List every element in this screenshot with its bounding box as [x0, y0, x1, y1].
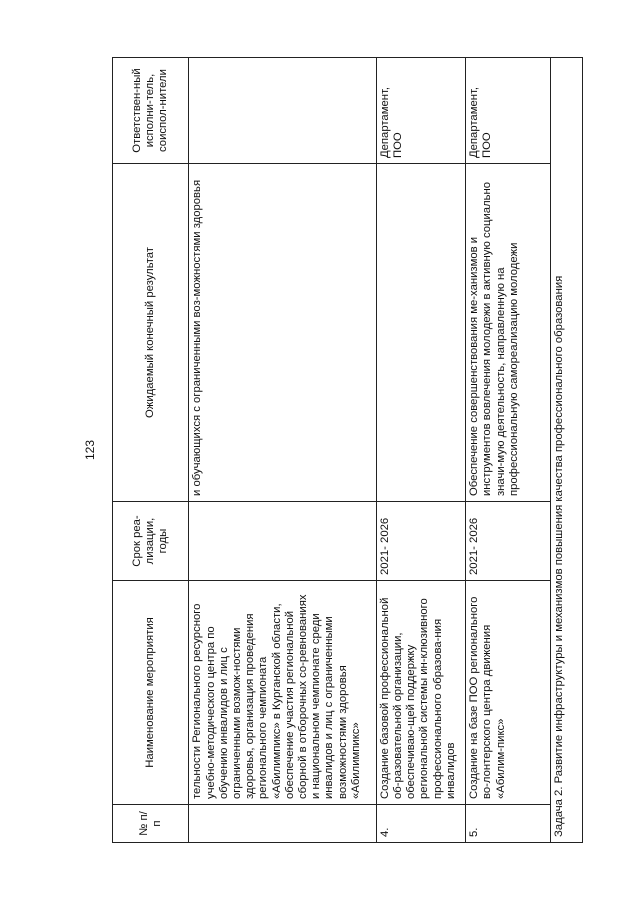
- task-heading: Задача 2. Развитие инфраструктуры и механизмов повышения качества профессионального образования: [551, 58, 583, 843]
- cell-num: 5.: [466, 805, 551, 843]
- cell-name: Создание на базе ПОО регионального во-лонтерского центра движения «Абилим-пикс»: [466, 581, 551, 805]
- header-result: Ожидаемый конечный результат: [113, 164, 189, 502]
- cell-responsible: [189, 58, 376, 164]
- task-row: [551, 58, 583, 843]
- cell-term: [189, 502, 376, 581]
- header-name: Наименование мероприятия: [113, 581, 189, 805]
- table-row: [189, 58, 376, 843]
- cell-result: [376, 164, 465, 502]
- rotated-table-frame: [112, 58, 583, 843]
- header-term: Срок реа-лизации, годы: [113, 502, 189, 581]
- header-responsible: Ответствен-ный исполни-тель, соиспол-нители: [113, 58, 189, 164]
- activities-table: [112, 57, 583, 843]
- header-num: № п/п: [113, 805, 189, 843]
- cell-num: [189, 805, 376, 843]
- page-number: 123: [83, 439, 97, 460]
- table-row: [376, 58, 465, 843]
- table-row: [466, 58, 551, 843]
- table-header-row: [113, 58, 189, 843]
- rotated-table-container: [112, 58, 583, 843]
- cell-responsible: Департамент, ПОО: [466, 58, 551, 164]
- cell-name: тельности Регионального ресурсного учебно-методического центра по обучению инвалидов и лиц с ограниченными возмож-ностями здоровья, организация проведения регионального чемпионата «Абилимпикс» в Курганской области, обеспечение участия региональной сборной в отборочных со-ревнованиях и национальном чемпионате среди инвалидов и лиц с ограниченными возможностями здоровья «Абилимпикс»: [189, 581, 376, 805]
- cell-result: Обеспечение совершенствования ме-ханизмов и инструментов вовлечения молодежи в активную социально значи-мую деятельность, направленную на профессиональную самореализацию молодежи: [466, 164, 551, 502]
- cell-responsible: Департамент, ПОО: [376, 58, 465, 164]
- cell-num: 4.: [376, 805, 465, 843]
- cell-name: Создание базовой профессиональной об-разовательной организации, обеспечиваю-щей поддержку региональной системы ин-клюзивного профессионального образова-ния инвалидов: [376, 581, 465, 805]
- cell-result: и обучающихся с ограниченными воз-можностями здоровья: [189, 164, 376, 502]
- cell-term: 2021- 2026: [376, 502, 465, 581]
- cell-term: 2021- 2026: [466, 502, 551, 581]
